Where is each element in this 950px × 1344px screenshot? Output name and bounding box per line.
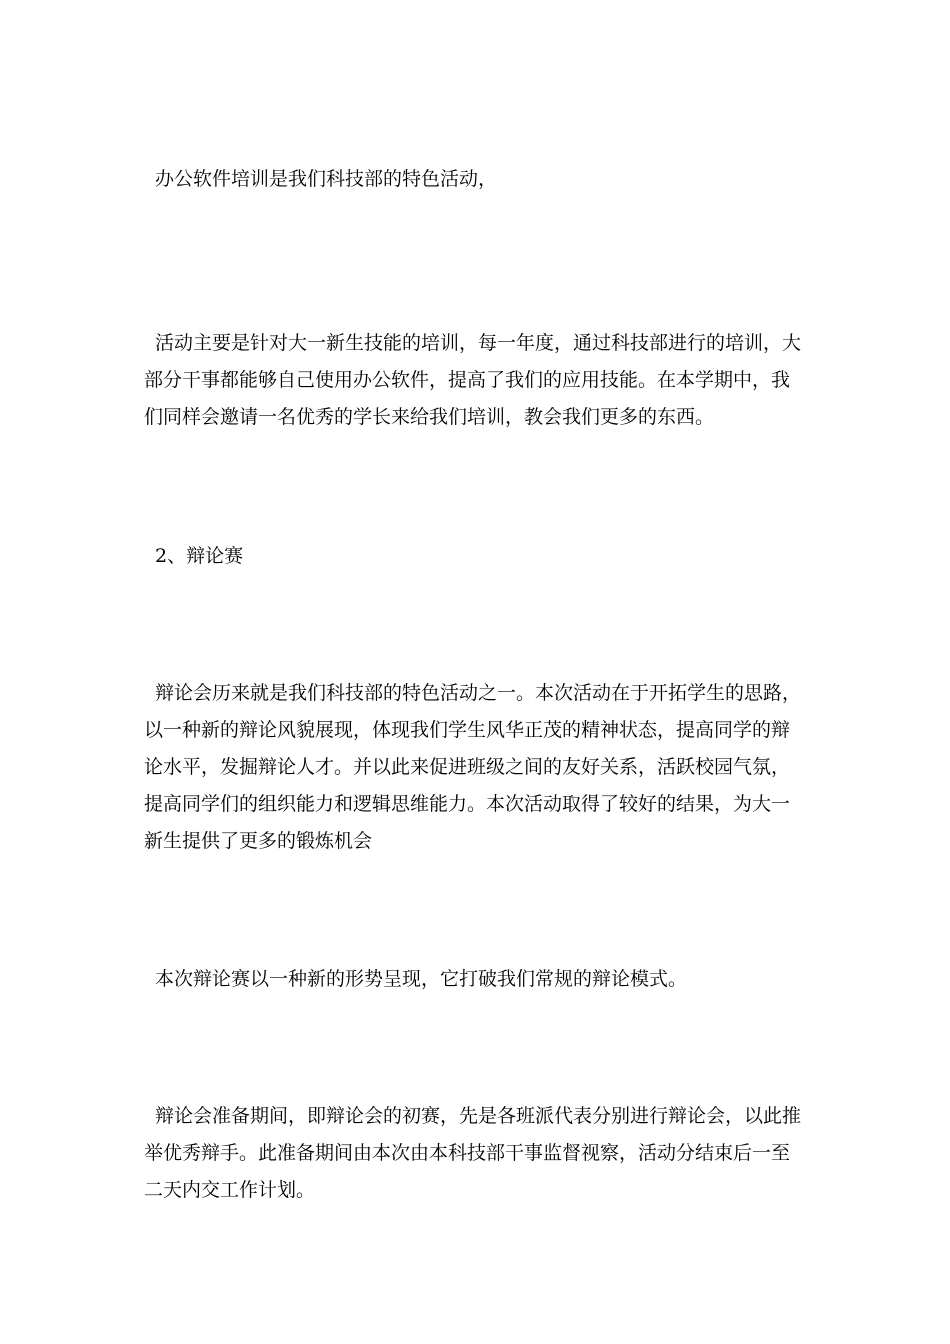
text-line: 举优秀辩手。此准备期间由本次由本科技部干事监督视察，活动分结束后一至 <box>144 1142 791 1164</box>
text-line: 们同样会邀请一名优秀的学长来给我们培训，教会我们更多的东西。 <box>144 406 715 428</box>
paragraph-debate-description <box>144 675 812 860</box>
paragraph-debate-preparation <box>144 1098 812 1209</box>
text-line: 办公软件培训是我们科技部的特色活动， <box>155 168 498 190</box>
paragraph-office-training-intro <box>144 161 812 198</box>
paragraph-office-training-details <box>144 325 812 436</box>
text-line: 二天内交工作计划。 <box>144 1179 316 1201</box>
text-line: 2、辩论赛 <box>155 545 244 567</box>
text-line: 本次辩论赛以一种新的形势呈现，它打破我们常规的辩论模式。 <box>155 968 688 990</box>
text-line: 提高同学们的组织能力和逻辑思维能力。本次活动取得了较好的结果，为大一 <box>144 793 791 815</box>
paragraph-debate-format <box>144 961 812 998</box>
text-line: 活动主要是针对大一新生技能的培训，每一年度，通过科技部进行的培训，大 <box>155 332 802 354</box>
text-line: 部分干事都能够自己使用办公软件，提高了我们的应用技能。在本学期中，我 <box>144 369 791 391</box>
text-line: 论水平，发掘辩论人才。并以此来促进班级之间的友好关系，活跃校园气氛， <box>144 756 791 778</box>
text-line: 辩论会历来就是我们科技部的特色活动之一。本次活动在于开拓学生的思路， <box>155 682 802 704</box>
text-line: 新生提供了更多的锻炼机会 <box>144 830 373 852</box>
section-heading-debate <box>144 538 812 575</box>
text-line: 以一种新的辩论风貌展现，体现我们学生风华正茂的精神状态，提高同学的辩 <box>144 719 791 741</box>
text-line: 辩论会准备期间，即辩论会的初赛，先是各班派代表分别进行辩论会，以此推 <box>155 1105 802 1127</box>
